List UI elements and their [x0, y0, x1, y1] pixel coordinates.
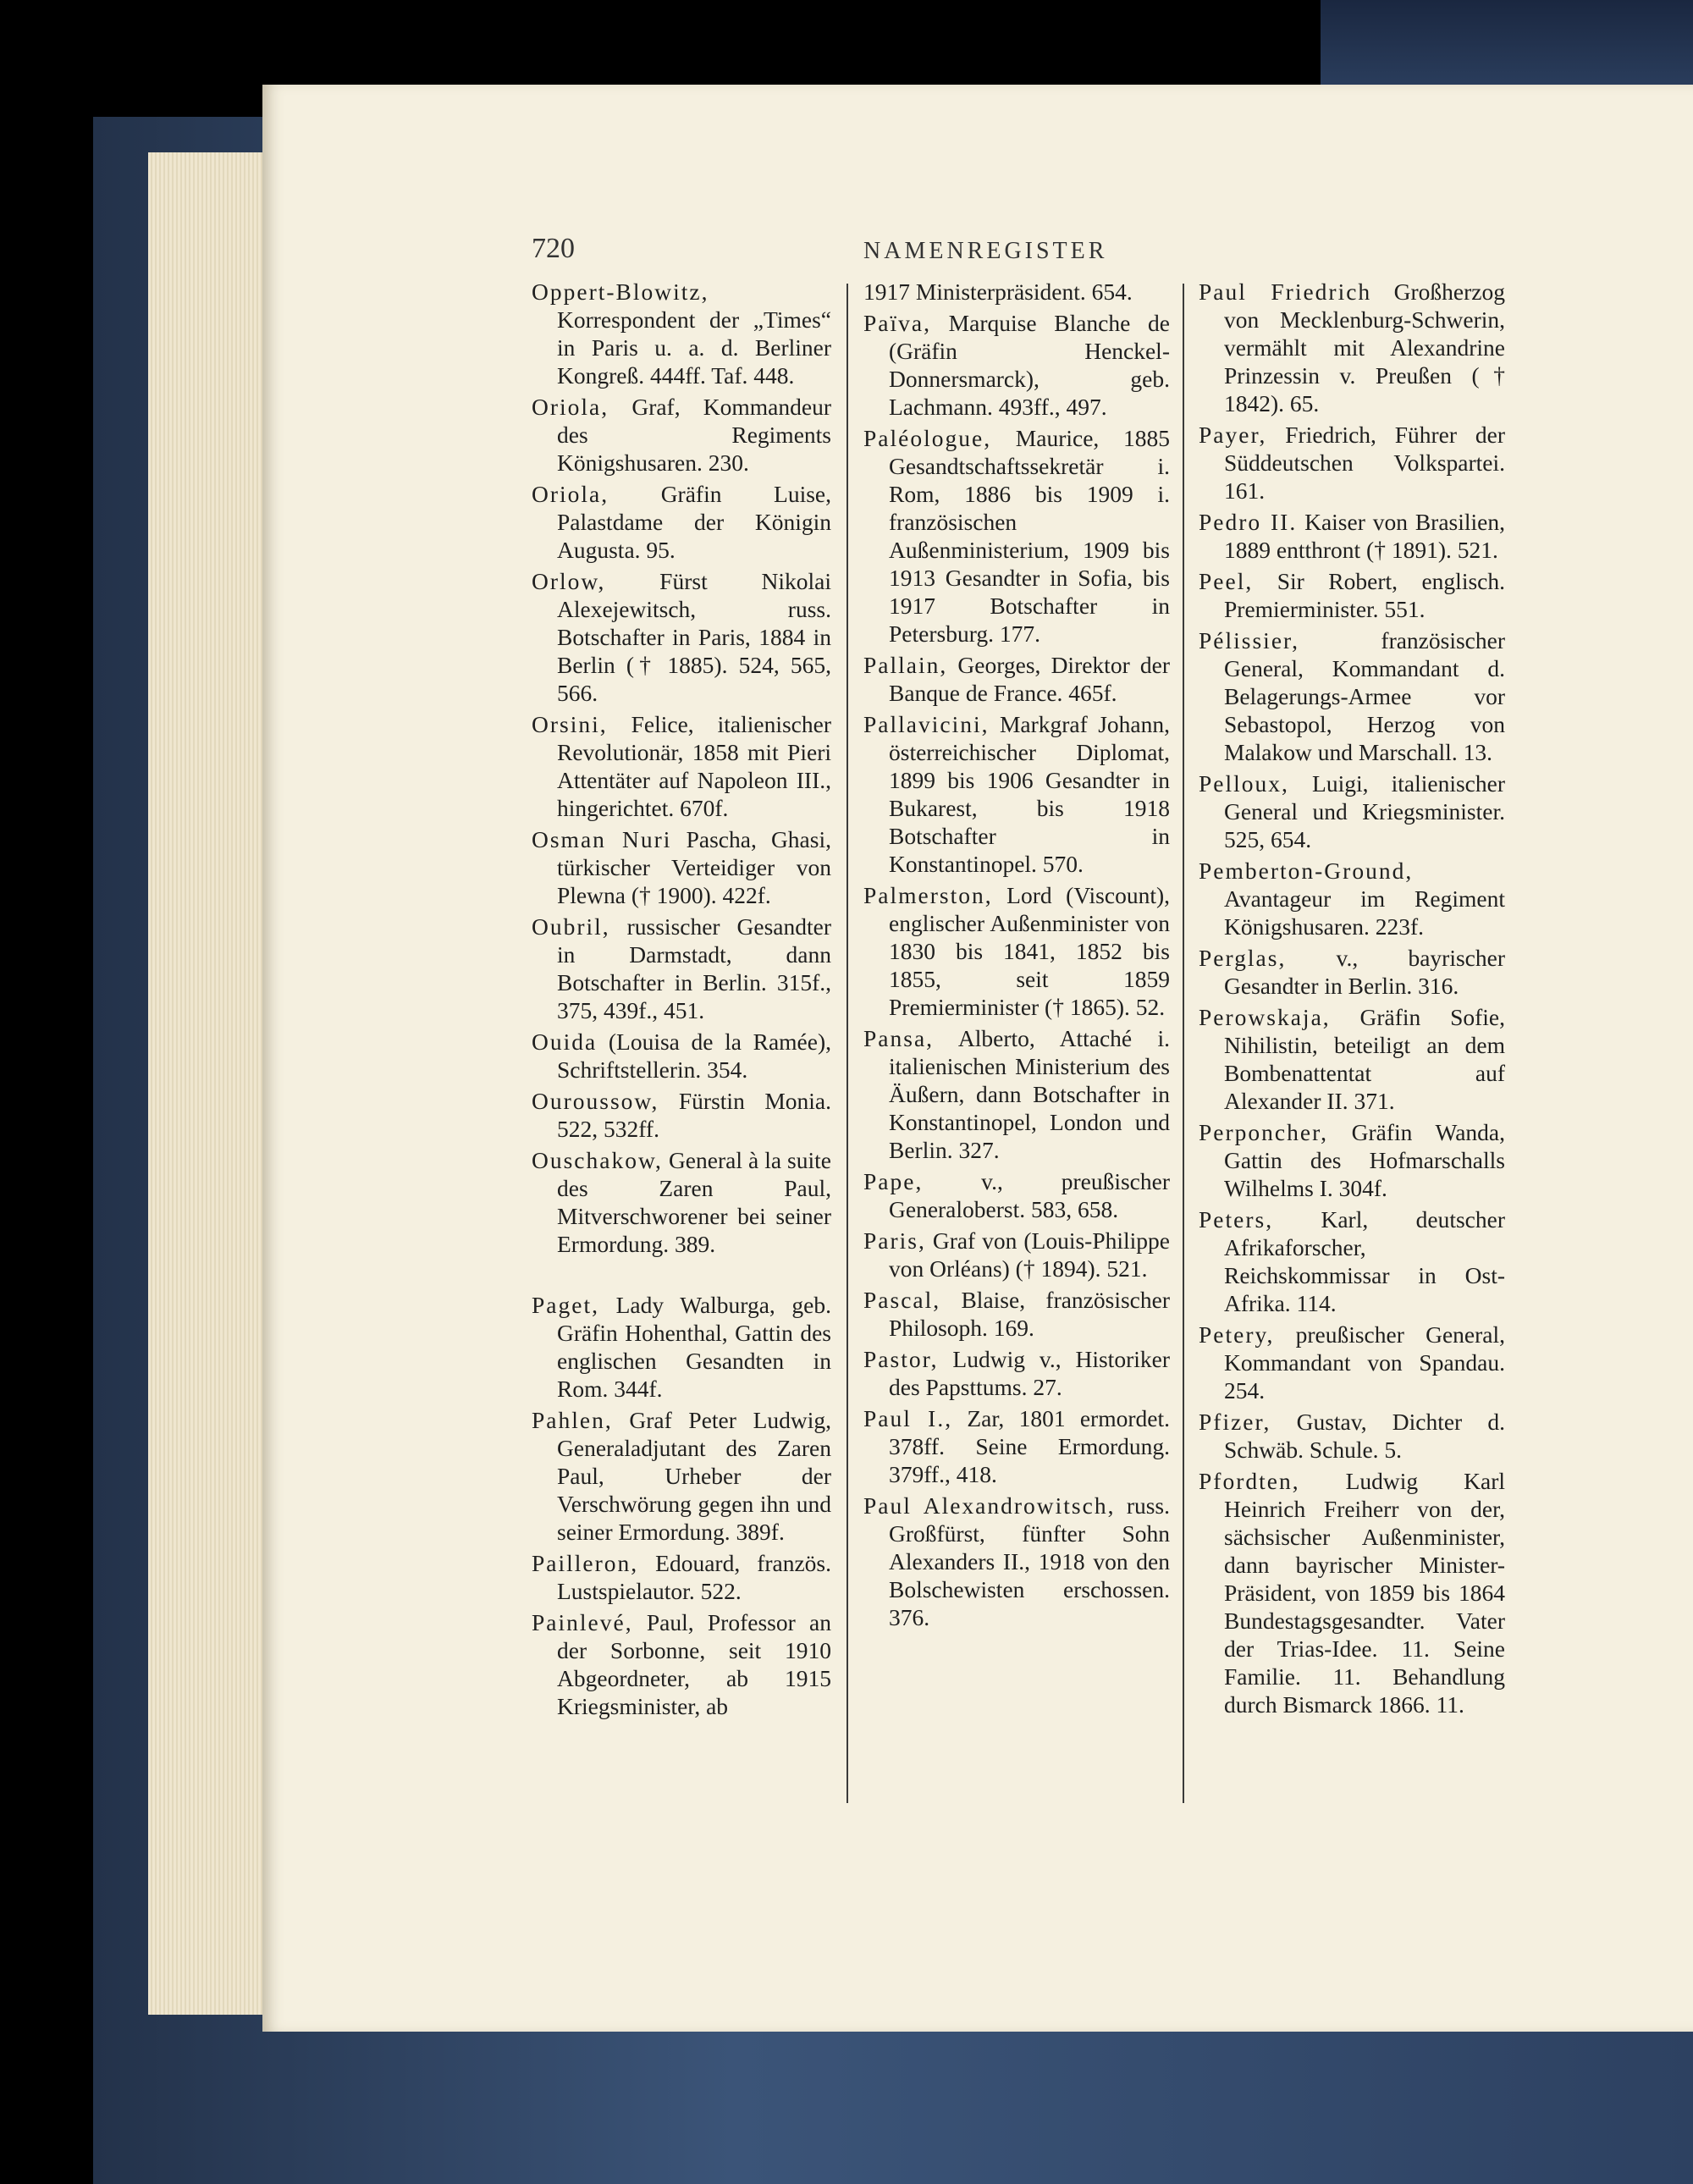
- entry-name: Pedro II.: [1199, 509, 1298, 535]
- index-entry: [532, 1608, 831, 1720]
- entry-name: Pascal,: [863, 1287, 941, 1313]
- entry-name: Petery,: [1199, 1321, 1275, 1348]
- entry-name: Oppert-Blowitz,: [532, 279, 709, 305]
- entry-text: Maurice, 1885 Gesandtschaftssekretär i. Rom, 1886 bis 1909 i. französischen Außenministerium, 1909 bis 1913 Gesandter in Sofia, bis 1917 Botschafter in Petersburg. 177.: [889, 425, 1170, 647]
- entry-text: Fürstin Monia. 522, 532ff.: [557, 1088, 831, 1142]
- page-edges: [148, 152, 267, 2015]
- index-entry: [863, 1404, 1170, 1488]
- entry-text: Marquise Blanche de (Gräfin Henckel-Donnersmarck), geb. Lachmann. 493ff., 497.: [889, 310, 1170, 420]
- entry-text: Graf, Kommandeur des Regiments Königshusaren. 230.: [557, 394, 831, 476]
- entry-text: russischer Gesandter in Darmstadt, dann Botschafter in Berlin. 315f., 375, 439f., 451.: [557, 913, 831, 1023]
- entry-text: Großherzog von Mecklenburg-Schwerin, vermählt mit Alexandrine Prinzessin v. Preußen († 1842). 65.: [1224, 279, 1505, 416]
- entry-name: Paul Friedrich: [1199, 279, 1372, 305]
- index-entry: [863, 651, 1170, 707]
- index-entry: [532, 278, 831, 389]
- index-entry: [532, 913, 831, 1024]
- entry-name: Pape,: [863, 1168, 924, 1194]
- page-number: 720: [532, 233, 575, 264]
- entry-text: Ludwig Karl Heinrich Freiherr von der, sächsischer Außenminister, dann bayrischer Minister-Präsident, von 1859 bis 1864 Bundestagsgesandter. Vater der Trias-Idee. 11. Seine Familie. 11. Behandlung durch Bismarck 1866. 11.: [1224, 1468, 1505, 1718]
- entry-text: Pascha, Ghasi, türkischer Verteidiger von Plewna († 1900). 422f.: [557, 826, 831, 908]
- index-column-2: [863, 278, 1170, 1635]
- entry-text: Zar, 1801 ermordet. 378ff. Seine Ermordung. 379ff., 418.: [889, 1405, 1170, 1487]
- entry-text: Georges, Direktor der Banque de France. 465f.: [889, 652, 1170, 706]
- entry-text: Luigi, italienischer General und Kriegsminister. 525, 654.: [1224, 770, 1505, 852]
- entry-name: Ouida: [532, 1029, 598, 1055]
- index-entry: [1199, 1003, 1505, 1115]
- entry-name: Pailleron,: [532, 1550, 639, 1576]
- column-rule: [1183, 284, 1184, 1803]
- index-entry: [863, 1024, 1170, 1164]
- entry-name: Orlow,: [532, 568, 606, 594]
- entry-name: Pahlen,: [532, 1407, 613, 1433]
- entry-text: Gräfin Wanda, Gattin des Hofmarschalls Wilhelms I. 304f.: [1224, 1119, 1505, 1201]
- entry-name: Pfizer,: [1199, 1409, 1271, 1435]
- entry-text: Sir Robert, englisch. Premierminister. 551.: [1224, 568, 1505, 622]
- index-entry: [1199, 1205, 1505, 1317]
- entry-name: Osman Nuri: [532, 826, 672, 852]
- entry-name: Paléologue,: [863, 425, 992, 451]
- entry-text: preußischer General, Kommandant von Spandau. 254.: [1224, 1321, 1505, 1404]
- index-entry: [1199, 421, 1505, 505]
- entry-name: Ouroussow,: [532, 1088, 659, 1114]
- entry-name: Payer,: [1199, 422, 1267, 448]
- entry-name: Pélissier,: [1199, 627, 1299, 654]
- index-entry: [532, 1146, 831, 1258]
- index-entry: [863, 1345, 1170, 1401]
- entry-name: Pallain,: [863, 652, 948, 678]
- entry-name: Peel,: [1199, 568, 1254, 594]
- entry-text: 1917 Ministerpräsident. 654.: [863, 279, 1133, 305]
- entry-text: v., preußischer Generaloberst. 583, 658.: [889, 1168, 1170, 1222]
- index-entry: [1199, 1321, 1505, 1404]
- index-entry: [863, 710, 1170, 878]
- index-entry: [1199, 1467, 1505, 1718]
- entry-text: Lady Walburga, geb. Gräfin Hohenthal, Gattin des englischen Gesandten in Rom. 344f.: [557, 1292, 831, 1402]
- entry-text: Markgraf Johann, österreichischer Diplomat, 1899 bis 1906 Gesandter in Bukarest, bis 1918 Botschafter in Konstantinopel. 570.: [889, 711, 1170, 877]
- entry-text: Blaise, französischer Philosoph. 169.: [889, 1287, 1170, 1341]
- entry-text: Kaiser von Brasilien, 1889 entthront († 1891). 521.: [1224, 509, 1505, 563]
- index-entry: [532, 1406, 831, 1546]
- entry-text: Korrespondent der „Times“ in Paris u. a. d. Berliner Kongreß. 444ff. Taf. 448.: [557, 306, 831, 389]
- index-entry: [863, 424, 1170, 648]
- entry-text: Lord (Viscount), englischer Außenminister von 1830 bis 1841, 1852 bis 1855, seit 1859 Premierminister († 1865). 52.: [889, 882, 1170, 1020]
- entry-name: Peters,: [1199, 1206, 1274, 1233]
- index-entry: [863, 1286, 1170, 1342]
- entry-text: Friedrich, Führer der Süddeutschen Volkspartei. 161.: [1224, 422, 1505, 504]
- entry-name: Pfordten,: [1199, 1468, 1300, 1494]
- index-entry: [532, 825, 831, 909]
- index-entry: [532, 393, 831, 477]
- entry-text: Gräfin Sofie, Nihilistin, beteiligt an dem Bombenattentat auf Alexander II. 371.: [1224, 1004, 1505, 1114]
- index-entry: [1199, 278, 1505, 417]
- entry-text: (Louisa de la Ramée), Schriftstellerin. 354.: [557, 1029, 831, 1083]
- letter-gap: [532, 1261, 831, 1291]
- page-title: NAMENREGISTER: [863, 238, 1108, 264]
- entry-text: russ. Großfürst, fünfter Sohn Alexanders II., 1918 von den Bolschewisten erschossen. 376.: [889, 1492, 1170, 1630]
- index-entry: [1199, 1118, 1505, 1202]
- entry-text: Karl, deutscher Afrikaforscher, Reichskommissar in Ost-Afrika. 114.: [1224, 1206, 1505, 1316]
- index-entry: [863, 881, 1170, 1021]
- entry-name: Pemberton-Ground,: [1199, 858, 1414, 884]
- entry-name: Palmerston,: [863, 882, 993, 908]
- entry-text: Gustav, Dichter d. Schwäb. Schule. 5.: [1224, 1409, 1505, 1463]
- entry-name: Païva,: [863, 310, 931, 336]
- index-entry: [532, 1028, 831, 1084]
- entry-text: Fürst Nikolai Alexejewitsch, russ. Botschafter in Paris, 1884 in Berlin († 1885). 524, 565, 566.: [557, 568, 831, 706]
- entry-name: Oriola,: [532, 481, 609, 507]
- index-entry: [1199, 508, 1505, 564]
- index-entry: [1199, 626, 1505, 766]
- index-entry: [863, 278, 1170, 306]
- entry-name: Pallavicini,: [863, 711, 990, 737]
- entry-name: Paris,: [863, 1227, 926, 1254]
- entry-name: Perglas,: [1199, 945, 1287, 971]
- entry-text: v., bayrischer Gesandter in Berlin. 316.: [1224, 945, 1505, 999]
- index-entry: [532, 710, 831, 822]
- entry-text: Gräfin Luise, Palastdame der Königin Augusta. 95.: [557, 481, 831, 563]
- index-entry: [1199, 857, 1505, 940]
- entry-name: Pelloux,: [1199, 770, 1289, 797]
- index-entry: [1199, 769, 1505, 853]
- index-entry: [863, 309, 1170, 421]
- column-rule: [846, 284, 848, 1803]
- entry-name: Paul I.,: [863, 1405, 953, 1431]
- entry-name: Pansa,: [863, 1025, 935, 1051]
- entry-name: Oriola,: [532, 394, 609, 420]
- index-entry: [532, 1549, 831, 1605]
- entry-name: Paul Alexandrowitsch,: [863, 1492, 1116, 1519]
- index-entry: [532, 1291, 831, 1403]
- index-entry: [532, 480, 831, 564]
- entry-text: Felice, italienischer Revolutionär, 1858 mit Pieri Attentäter auf Napoleon III., hingerichtet. 670f.: [557, 711, 831, 821]
- entry-name: Ouschakow,: [532, 1147, 663, 1173]
- entry-text: Graf Peter Ludwig, Generaladjutant des Zaren Paul, Urheber der Verschwörung gegen ihn und seiner Ermordung. 389f.: [557, 1407, 831, 1545]
- entry-name: Perowskaja,: [1199, 1004, 1331, 1030]
- entry-name: Oubril,: [532, 913, 610, 940]
- entry-text: französischer General, Kommandant d. Belagerungs-Armee vor Sebastopol, Herzog von Malakow und Marschall. 13.: [1224, 627, 1505, 765]
- index-column-3: [1199, 278, 1505, 1722]
- entry-name: Pastor,: [863, 1346, 939, 1372]
- entry-text: Graf von (Louis-Philippe von Orléans) († 1894). 521.: [889, 1227, 1170, 1282]
- entry-name: Paget,: [532, 1292, 599, 1318]
- index-entry: [863, 1492, 1170, 1631]
- entry-name: Perponcher,: [1199, 1119, 1329, 1145]
- index-entry: [532, 1087, 831, 1143]
- index-entry: [863, 1167, 1170, 1223]
- entry-text: General à la suite des Zaren Paul, Mitverschworener bei seiner Ermordung. 389.: [557, 1147, 831, 1257]
- index-entry: [1199, 944, 1505, 1000]
- entry-name: Orsini,: [532, 711, 608, 737]
- entry-text: Alberto, Attaché i. italienischen Ministerium des Äußern, dann Botschafter in Konstantinopel, London und Berlin. 327.: [889, 1025, 1170, 1163]
- entry-name: Painlevé,: [532, 1609, 633, 1635]
- index-entry: [532, 567, 831, 707]
- entry-text: Paul, Professor an der Sorbonne, seit 1910 Abgeordneter, ab 1915 Kriegsminister, ab: [557, 1609, 831, 1719]
- index-entry: [863, 1227, 1170, 1282]
- entry-text: Avantageur im Regiment Königshusaren. 223f.: [1224, 885, 1505, 940]
- entry-text: Edouard, französ. Lustspielautor. 522.: [557, 1550, 831, 1604]
- index-entry: [1199, 1408, 1505, 1464]
- index-column-1: [532, 278, 831, 1723]
- entry-text: Ludwig v., Historiker des Papsttums. 27.: [889, 1346, 1170, 1400]
- index-entry: [1199, 567, 1505, 623]
